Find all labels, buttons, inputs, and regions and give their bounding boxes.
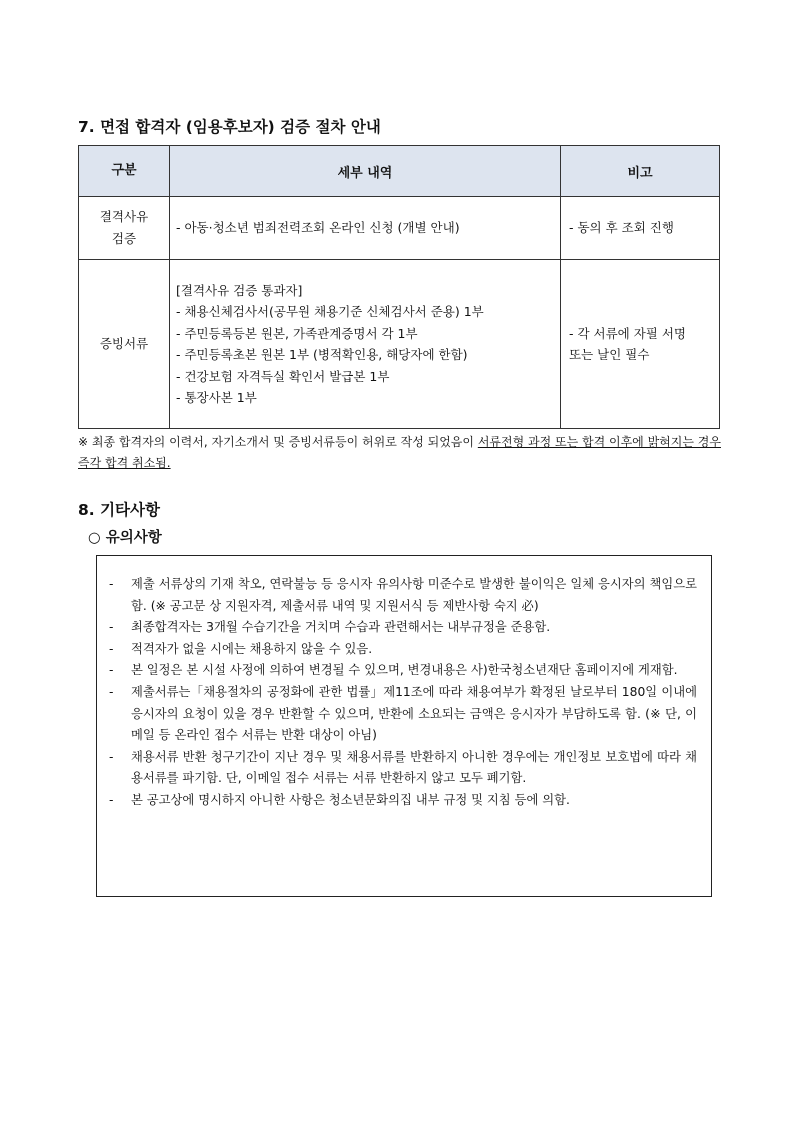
header-remark: 비고 [561, 146, 720, 197]
note-underlined-text: 서류전형 과정 또는 합격 이후에 밝혀지는 경우 즉각 합격 취소됨. [78, 435, 721, 470]
disqualification-note [78, 432, 726, 474]
row-details: - 아동·청소년 범죄전력조회 온라인 신청 (개별 안내) [170, 197, 561, 260]
list-item: - 본 일정은 본 시설 사정에 의하여 변경될 수 있으며, 변경내용은 사)한국청소년재단 홈페이지에 게재함. [109, 663, 678, 678]
note-text: 최종 합격자의 이력서, 자기소개서 및 증빙서류등이 허위로 작성 되었음이 [91, 435, 478, 449]
row-remark: - 각 서류에 자필 서명 또는 날인 필수 [561, 260, 720, 429]
verification-table [78, 145, 720, 429]
list-item: - 제출서류는「채용절차의 공정화에 관한 법률」제11조에 따라 채용여부가 확정된 날로부터 180일 이내에 응시자의 요청이 있을 경우 반환할 수 있으며, 반환에 소요되는 금액은 응시자가 부담하도록 함. (※ 단, 이메일 등 온라인 접수 서류는 반환 대상이 아님) [109, 684, 697, 743]
notice-subtitle: ○ 유의사항 [88, 530, 162, 546]
section-8-title: 8. 기타사항 [78, 501, 160, 519]
table-row [79, 260, 720, 429]
list-item: - 본 공고상에 명시하지 아니한 사항은 청소년문화의집 내부 규정 및 지침 등에 의함. [109, 792, 570, 807]
row-category: 결격사유 검증 [79, 197, 170, 260]
list-item: - 채용서류 반환 청구기간이 지난 경우 및 채용서류를 반환하지 아니한 경우에는 개인정보 보호법에 따라 채용서류를 파기함. 단, 이메일 접수 서류는 서류 반환하지 않고 모두 폐기함. [109, 749, 697, 786]
row-remark: - 동의 후 조회 진행 [561, 197, 720, 260]
list-item: - 최종합격자는 3개월 수습기간을 거치며 수습과 관련해서는 내부규정을 준용함. [109, 620, 551, 635]
notice-list [97, 556, 711, 812]
table-row [79, 197, 720, 260]
row-details: [결격사유 검증 통과자] - 채용신체검사서(공무원 채용기준 신체검사서 준용) 1부 - 주민등록등본 원본, 가족관계증명서 각 1부 - 주민등록초본 원본 1부 (병적확인용, 해당자에 한함) - 건강보험 자격득실 확인서 발급본 1부 - 통장사본 1부 [170, 260, 561, 429]
section-7-title: 7. 면접 합격자 (임용후보자) 검증 절차 안내 [78, 118, 381, 136]
note-mark: ※ [78, 435, 89, 449]
row-category: 증빙서류 [79, 260, 170, 429]
header-category: 구분 [79, 146, 170, 197]
list-item: - 적격자가 없을 시에는 채용하지 않을 수 있음. [109, 641, 373, 656]
list-item: - 제출 서류상의 기재 착오, 연락불능 등 응시자 유의사항 미준수로 발생한 불이익은 일체 응시자의 책임으로 함. (※ 공고문 상 지원자격, 제출서류 내역 및 지원서식 등 제반사항 숙지 必) [109, 577, 697, 613]
notice-box [96, 555, 712, 897]
header-details: 세부 내역 [170, 146, 561, 197]
